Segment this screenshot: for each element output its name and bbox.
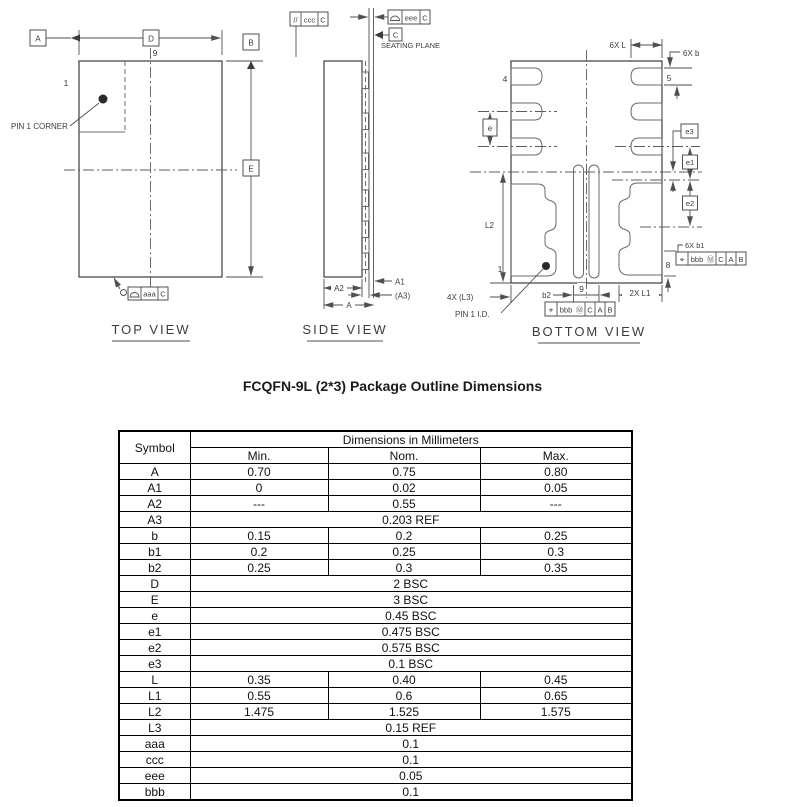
parallelism-symbol: //: [293, 15, 298, 25]
value-cell: 1.475: [190, 704, 328, 720]
value-cell: 0.3: [480, 544, 632, 560]
fcf-eee-datum: C: [422, 13, 428, 23]
pin-number-5: 5: [666, 73, 672, 83]
table-row: [119, 576, 632, 592]
datum-c-label: C: [392, 30, 399, 40]
symbol-cell: aaa: [119, 736, 190, 752]
value-cell-span: 0.1: [190, 784, 632, 801]
symbol-cell: A2: [119, 496, 190, 512]
table-header-row: [119, 431, 632, 448]
dim-e2-label: e2: [685, 199, 695, 208]
fcf-ccc-tolerance: ccc: [303, 15, 316, 25]
dim-2xl1-label: 2X L1: [629, 289, 651, 298]
fcf-bbb-bottom: [545, 302, 615, 316]
side-view-caption: SIDE VIEW: [302, 322, 388, 337]
dim-6xb1-bracket: [678, 245, 683, 252]
value-cell-span: 0.475 BSC: [190, 624, 632, 640]
symbol-cell: L1: [119, 688, 190, 704]
table-row: [119, 544, 632, 560]
table-row: [119, 752, 632, 768]
dim-4xl3-label: 4X (L3): [447, 293, 474, 302]
value-cell: ---: [190, 496, 328, 512]
table-row: [119, 656, 632, 672]
pin-number-4: 4: [502, 74, 508, 84]
table-row: [119, 704, 632, 720]
value-cell: 0.05: [480, 480, 632, 496]
table-subheader-row: [119, 448, 632, 464]
mmc-symbol: Ⓜ: [706, 255, 715, 264]
value-cell: 0.65: [480, 688, 632, 704]
value-cell: 0: [190, 480, 328, 496]
symbol-cell: L2: [119, 704, 190, 720]
bottom-view: [447, 39, 746, 343]
fcf-datum-b: B: [738, 255, 744, 264]
fcf-aaa-leader: [114, 278, 120, 289]
pin1-marker-dot: [99, 95, 108, 104]
value-cell: 0.6: [328, 688, 480, 704]
dim-6xb-bracket: [670, 52, 680, 66]
pin-number-9: 9: [152, 48, 158, 58]
value-cell: 1.575: [480, 704, 632, 720]
symbol-cell: b2: [119, 560, 190, 576]
fcf-datum-c: C: [587, 305, 593, 315]
dim-a2-label: A2: [334, 284, 344, 293]
symbol-cell: L: [119, 672, 190, 688]
value-cell: 0.2: [328, 528, 480, 544]
page-title: FCQFN-9L (2*3) Package Outline Dimensions: [242, 378, 543, 394]
side-view: [290, 8, 440, 341]
fcf-tolerance: bbb: [559, 305, 573, 315]
dim-a1-label: A1: [395, 277, 405, 287]
bottom-view-caption: BOTTOM VIEW: [531, 324, 647, 339]
fcf-eee-tolerance: eee: [404, 13, 418, 23]
datum-c-triangle: [375, 31, 384, 39]
dim-e1-label: e1: [685, 158, 695, 167]
table-row: [119, 768, 632, 784]
mmc-symbol: Ⓜ: [575, 305, 584, 315]
value-cell: 0.55: [328, 496, 480, 512]
dim-e-label: E: [248, 164, 254, 174]
symbol-cell: b: [119, 528, 190, 544]
pin1-id-label: PIN 1 I.D.: [455, 310, 490, 319]
position-symbol: ⌖: [679, 255, 685, 264]
max-header: Max.: [480, 448, 632, 464]
table-row: [119, 496, 632, 512]
symbol-cell: A: [119, 464, 190, 480]
table-row: [119, 608, 632, 624]
fcf-datum-a: A: [597, 305, 603, 315]
all-around-symbol: [121, 290, 127, 296]
table-row: [119, 736, 632, 752]
value-cell-span: 0.45 BSC: [190, 608, 632, 624]
table-row: [119, 624, 632, 640]
dim-6xb-label: 6X b: [683, 49, 700, 58]
dim-a-label: A: [346, 301, 352, 310]
value-cell-span: 0.15 REF: [190, 720, 632, 736]
top-view: [11, 30, 263, 341]
value-cell: 0.15: [190, 528, 328, 544]
fcf-datum-a: A: [728, 255, 734, 264]
symbol-cell: bbb: [119, 784, 190, 801]
symbol-cell: ccc: [119, 752, 190, 768]
datum-b-arrow: [247, 61, 255, 69]
value-cell: 0.3: [328, 560, 480, 576]
table-row: [119, 672, 632, 688]
symbol-cell: A1: [119, 480, 190, 496]
value-cell: 0.55: [190, 688, 328, 704]
value-cell-span: 0.05: [190, 768, 632, 784]
datum-a-arrow: [71, 35, 80, 42]
value-cell-span: 3 BSC: [190, 592, 632, 608]
dim-e3-leader: [673, 131, 681, 160]
pin-number-1: 1: [63, 78, 69, 88]
value-cell: 0.35: [480, 560, 632, 576]
top-view-caption: TOP VIEW: [111, 322, 191, 337]
symbol-cell: E: [119, 592, 190, 608]
symbol-cell: e1: [119, 624, 190, 640]
symbol-cell: A3: [119, 512, 190, 528]
table-row: [119, 464, 632, 480]
symbol-cell: e2: [119, 640, 190, 656]
table-row: [119, 784, 632, 801]
fcf-ccc-datum: C: [320, 15, 326, 25]
fcf-bbb-right: [676, 252, 746, 265]
seating-plane-label: SEATING PLANE: [381, 41, 441, 50]
table-row: [119, 560, 632, 576]
pin1-id-dot: [542, 262, 550, 270]
symbol-cell: e3: [119, 656, 190, 672]
dim-d-label: D: [148, 34, 154, 44]
value-cell: 0.45: [480, 672, 632, 688]
dim-l2-label: L2: [485, 221, 494, 230]
table-row: [119, 720, 632, 736]
value-cell: 0.80: [480, 464, 632, 480]
dim-a3-label: (A3): [395, 291, 411, 301]
dimensions-table: [118, 430, 633, 801]
value-cell-span: 2 BSC: [190, 576, 632, 592]
table-row: [119, 480, 632, 496]
value-cell: 0.75: [328, 464, 480, 480]
value-cell: 0.40: [328, 672, 480, 688]
table-row: [119, 688, 632, 704]
value-cell-span: 0.575 BSC: [190, 640, 632, 656]
dimensions-table-head: [119, 431, 632, 464]
value-cell-span: 0.1: [190, 752, 632, 768]
value-cell: 0.25: [190, 560, 328, 576]
dim-b2-label: b2: [542, 291, 551, 300]
fcf-aaa-tolerance: aaa: [143, 289, 156, 299]
min-header: Min.: [190, 448, 328, 464]
symbol-cell: L3: [119, 720, 190, 736]
fcf-aaa-datum: C: [160, 289, 166, 299]
datum-b-label: B: [248, 38, 254, 48]
symbol-cell: b1: [119, 544, 190, 560]
value-cell: ---: [480, 496, 632, 512]
position-symbol: ⌖: [548, 305, 554, 315]
fcf-datum-b: B: [607, 305, 613, 315]
value-cell: 1.525: [328, 704, 480, 720]
dim-e3-label: e3: [685, 127, 694, 136]
value-cell-span: 0.1: [190, 736, 632, 752]
symbol-cell: e: [119, 608, 190, 624]
side-view-body-outline: [324, 61, 362, 277]
value-cell-span: 0.203 REF: [190, 512, 632, 528]
datum-a-label: A: [35, 34, 41, 44]
pin1-corner-label: PIN 1 CORNER: [11, 122, 68, 131]
table-row: [119, 528, 632, 544]
value-cell: 0.02: [328, 480, 480, 496]
package-outline-drawing: [0, 0, 785, 362]
nom-header: Nom.: [328, 448, 480, 464]
value-cell-span: 0.1 BSC: [190, 656, 632, 672]
table-row: [119, 640, 632, 656]
value-cell: 0.35: [190, 672, 328, 688]
dim-e-label: e: [487, 124, 493, 133]
fcf-tolerance: bbb: [690, 255, 704, 264]
value-cell: 0.70: [190, 464, 328, 480]
dimensions-table-body: [119, 464, 632, 801]
value-cell: 0.2: [190, 544, 328, 560]
pin-number-8: 8: [665, 260, 671, 270]
value-cell: 0.25: [480, 528, 632, 544]
table-row: [119, 512, 632, 528]
pin-number-1: 1: [497, 264, 503, 274]
value-cell: 0.25: [328, 544, 480, 560]
dim-6xl-label: 6X L: [609, 41, 626, 50]
symbol-cell: D: [119, 576, 190, 592]
fcf-datum-c: C: [718, 255, 724, 264]
dimensions-group-header: Dimensions in Millimeters: [190, 431, 632, 448]
dim-6xb1-label: 6X b1: [685, 241, 705, 250]
pin-number-9: 9: [579, 284, 584, 294]
table-row: [119, 592, 632, 608]
symbol-header: Symbol: [119, 431, 190, 464]
symbol-cell: eee: [119, 768, 190, 784]
pin1-leader-line: [70, 103, 99, 126]
